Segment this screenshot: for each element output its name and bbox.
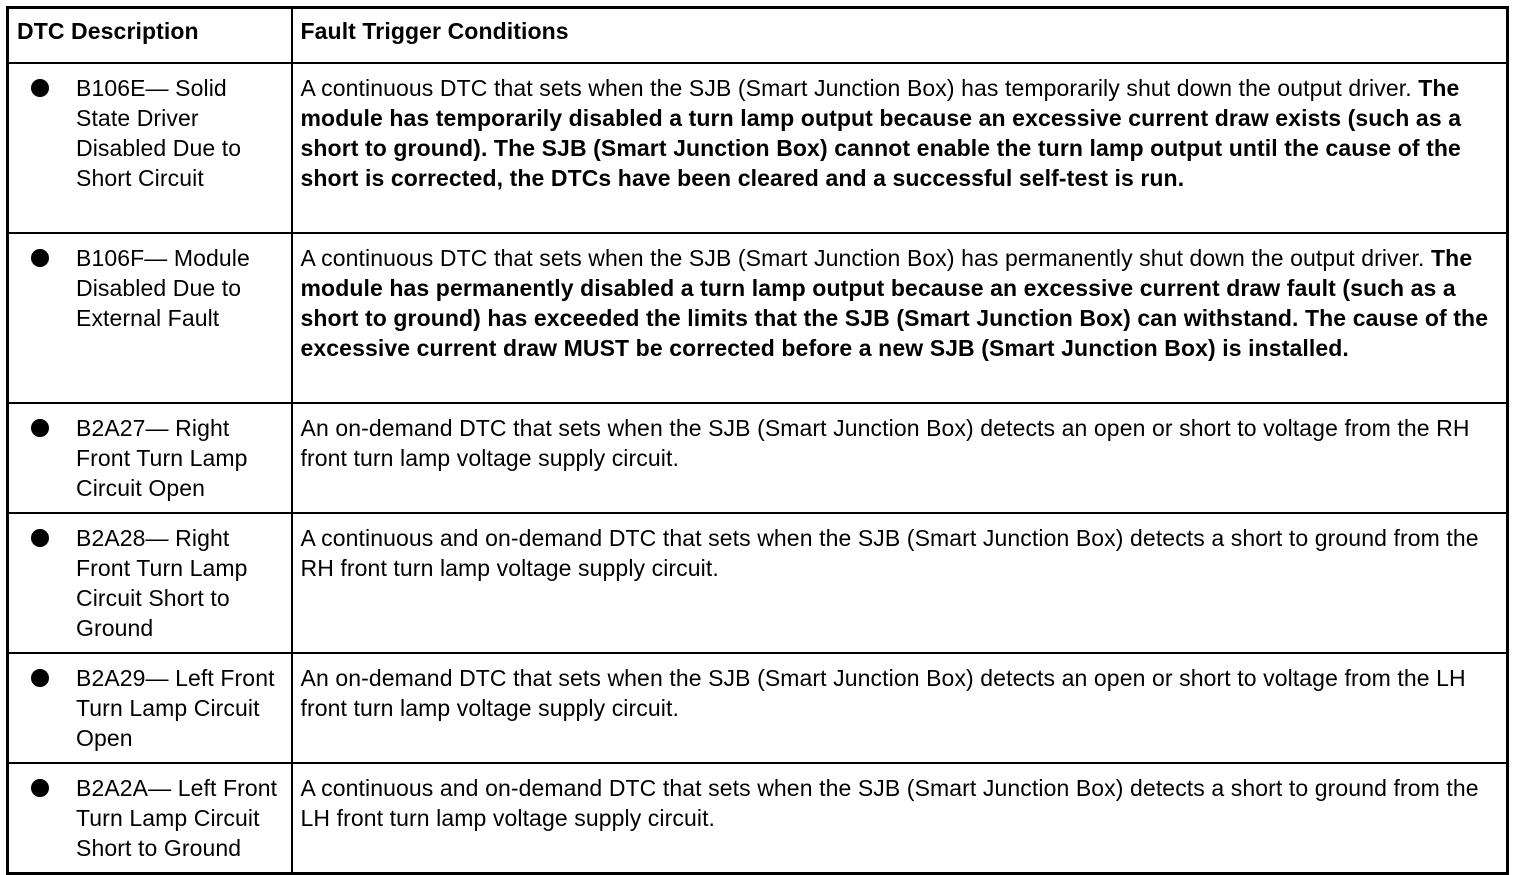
dtc-table bbox=[6, 6, 1509, 875]
dtc-description-text: B2A28— Right Front Turn Lamp Circuit Short to Ground bbox=[76, 525, 248, 641]
table-row bbox=[8, 763, 1508, 874]
dtc-description-cell bbox=[8, 763, 292, 874]
table-row bbox=[8, 513, 1508, 653]
bullet-icon bbox=[31, 529, 49, 547]
bullet-icon bbox=[31, 419, 49, 437]
fault-condition-text: An on-demand DTC that sets when the SJB (Smart Junction Box) detects an open or short to voltage from the LH front turn lamp voltage supply circuit. bbox=[300, 665, 1466, 721]
fault-condition-cell bbox=[292, 513, 1508, 653]
fault-condition-bold-text: The module has temporarily disabled a turn lamp output because an excessive current draw exists (such as a short to ground). The SJB (Smart Junction Box) cannot enable the turn lamp output until the cause of the short is corrected, the DTCs have been cleared and a successful self-test is run. bbox=[300, 75, 1462, 191]
fault-condition-bold-text: The module has permanently disabled a turn lamp output because an excessive current draw fault (such as a short to ground) has exceeded the limits that the SJB (Smart Junction Box) can withstand. The cause of the excessive current draw MUST be corrected before a new SJB (Smart Junction Box) is installed. bbox=[300, 245, 1489, 361]
bullet-icon bbox=[31, 249, 49, 267]
fault-condition-cell bbox=[292, 763, 1508, 874]
dtc-description-cell bbox=[8, 233, 292, 403]
fault-condition-text: An on-demand DTC that sets when the SJB (Smart Junction Box) detects an open or short to voltage from the RH front turn lamp voltage supply circuit. bbox=[300, 415, 1470, 471]
dtc-description-cell bbox=[8, 653, 292, 763]
dtc-description-text: B106E— Solid State Driver Disabled Due to Short Circuit bbox=[76, 75, 242, 191]
dtc-description-text: B2A29— Left Front Turn Lamp Circuit Open bbox=[76, 665, 275, 751]
bullet-item bbox=[23, 73, 283, 193]
fault-condition-cell bbox=[292, 403, 1508, 513]
table-row bbox=[8, 63, 1508, 233]
header-fault-trigger-conditions: Fault Trigger Conditions bbox=[292, 8, 1508, 64]
fault-condition-text: A continuous DTC that sets when the SJB (Smart Junction Box) has temporarily shut down the output driver. bbox=[300, 75, 1419, 101]
header-dtc-description: DTC Description bbox=[8, 8, 292, 64]
fault-condition-text: A continuous and on-demand DTC that sets when the SJB (Smart Junction Box) detects a short to ground from the LH front turn lamp voltage supply circuit. bbox=[300, 775, 1479, 831]
dtc-description-text: B2A2A— Left Front Turn Lamp Circuit Short to Ground bbox=[76, 775, 278, 861]
dtc-description-text: B106F— Module Disabled Due to External Fault bbox=[76, 245, 250, 331]
fault-condition-text: A continuous and on-demand DTC that sets when the SJB (Smart Junction Box) detects a short to ground from the RH front turn lamp voltage supply circuit. bbox=[300, 525, 1479, 581]
fault-condition-cell bbox=[292, 653, 1508, 763]
table-body bbox=[8, 63, 1508, 874]
bullet-item bbox=[23, 663, 283, 753]
bullet-item bbox=[23, 243, 283, 333]
bullet-item bbox=[23, 773, 283, 863]
header-row bbox=[8, 8, 1508, 64]
bullet-icon bbox=[31, 669, 49, 687]
table-header bbox=[8, 8, 1508, 64]
bullet-icon bbox=[31, 779, 49, 797]
table-row bbox=[8, 233, 1508, 403]
fault-condition-text: A continuous DTC that sets when the SJB (Smart Junction Box) has permanently shut down the output driver. bbox=[300, 245, 1432, 271]
dtc-description-text: B2A27— Right Front Turn Lamp Circuit Open bbox=[76, 415, 248, 501]
dtc-description-cell bbox=[8, 403, 292, 513]
bullet-item bbox=[23, 523, 283, 643]
bullet-item bbox=[23, 413, 283, 503]
table-row bbox=[8, 403, 1508, 513]
dtc-description-cell bbox=[8, 63, 292, 233]
dtc-description-cell bbox=[8, 513, 292, 653]
fault-condition-cell bbox=[292, 63, 1508, 233]
bullet-icon bbox=[31, 79, 49, 97]
table-row bbox=[8, 653, 1508, 763]
fault-condition-cell bbox=[292, 233, 1508, 403]
